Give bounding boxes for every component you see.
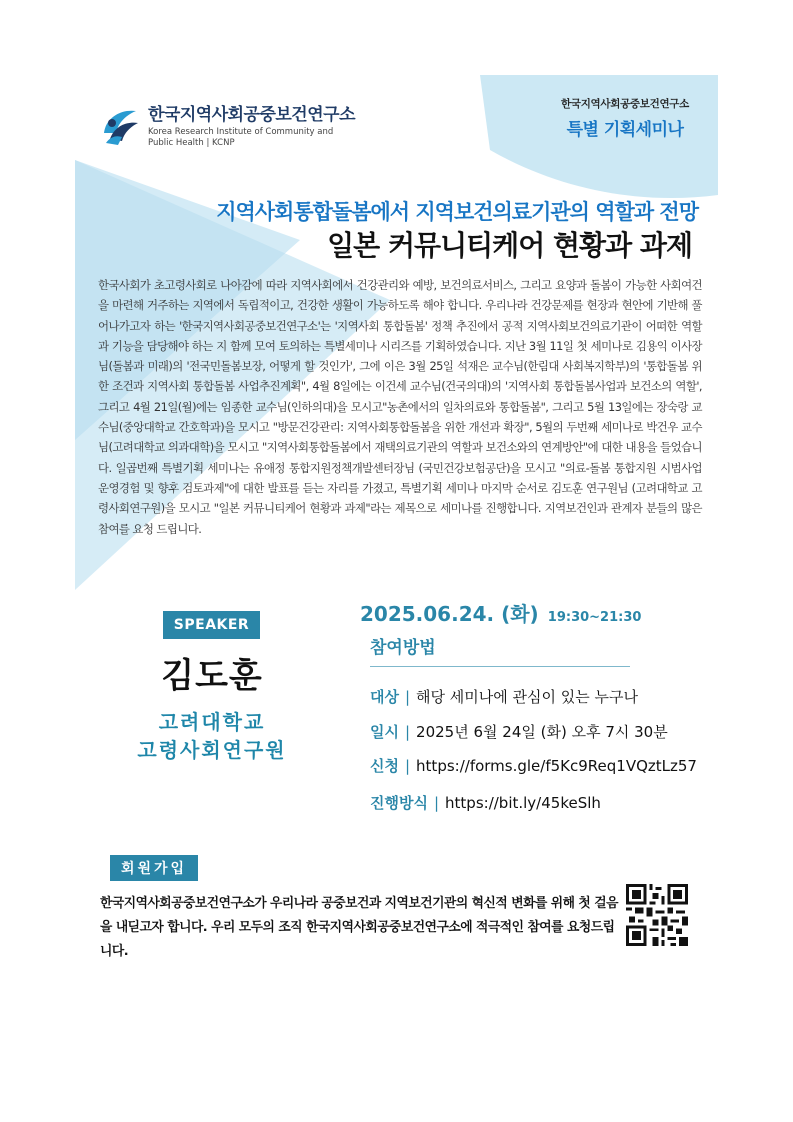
organization-logo	[100, 100, 355, 149]
badge-title: 특별 기획세미나	[566, 120, 684, 140]
participation-divider	[370, 666, 630, 667]
info-separator: |	[433, 794, 440, 812]
seminar-badge	[545, 96, 705, 140]
info-row-method	[370, 792, 601, 813]
badge-organization: 한국지역사회공중보건연구소	[561, 98, 689, 110]
event-date-main: 2025.06.24. (화)	[360, 602, 539, 626]
participation-title: 참여방법	[370, 638, 436, 658]
method-link[interactable]: https://bit.ly/45keSlh	[445, 794, 601, 812]
logo-name-english	[148, 127, 355, 149]
speaker-affiliation-line1: 고려대학교	[158, 710, 266, 734]
membership-text: 한국지역사회공중보건연구소가 우리나라 공중보건과 지역보건기관의 혁신적 변화를 위해 첫 걸음을 내딛고자 합니다. 우리 모두의 조직 한국지역사회공중보건연구소에 적극적인 참여를 요청드립니다.	[100, 896, 618, 959]
intro-paragraph: 한국사회가 초고령사회로 나아감에 따라 지역사회에서 건강관리와 예방, 보건의료서비스, 그리고 요양과 돌봄이 가능한 사회여건을 마련해 거주하는 지역에서 독립적이고, 건강한 생활이 가능하도록 해야 합니다. 우리나라 건강문제를 현장과 현안에 기반해 풀어나가고자 하는 '한국지역사회공중보건연구소'는 '지역사회 통합돌봄' 정책 추진에서 공적 지역사회보건의료기관이 어떠한 역할과 기능을 담당해야 하는 지 함께 모여 토의하는 특별세미나 시리즈를 기획하였습니다. 지난 3월 11일 첫 세미나로 김용익 이사장님(돌봄과 미래)의 '전국민돌봄보장, 어떻게 할 것인가', 그에 이은 3월 25일 석재은 교수님(한림대 사회복지학부)의 '통합돌봄 위한 조건과 지역사회 통합돌봄 사업추진계획", 4월 8일에는 이건세 교수님(건국의대)의 '지역사회 통합돌봄사업과 보건소의 역할', 그리고 4월 21일(월)에는 임종한 교수님(인하의대)을 모시고"농촌에서의 일차의료와 통합돌봄", 그리고 5월 13일에는 장숙랑 교수님(중앙대학교 간호학과)을 모시고 "방문건강관리: 지역사회통합돌봄을 위한 개선과 확장", 5월의 두번째 세미나로 박건우 교수님(고려대학교 의과대학)을 모시고 "지역사회통합돌봄에서 재택의료기관의 역할과 보건소와의 연계방안"에 대한 내용을 들었습니다. 일곱번째 특별기획 세미나는 유애정 통합지원정책개발센터장님 (국민건강보험공단)을 모시고 "의료-돌봄 통합지원 시범사업 운영경험 및 향후 검토과제"에 대한 발표를 듣는 자리를 가졌고, 특별기획 세미나 마지막 순서로 김도훈 연구원님 (고려대학교 고령사회연구원)을 모시고 "일본 커뮤니티케어 현황과 과제"라는 제목으로 세미나를 진행합니다. 지역보건인과 관계자 분들의 많은 참여를 요청 드립니다.	[98, 278, 702, 536]
info-separator: |	[404, 688, 411, 706]
logo-name-english-line1: Korea Research Institute of Community and	[148, 127, 334, 137]
info-label: 진행방식	[370, 794, 428, 812]
event-date	[360, 598, 641, 627]
apply-link[interactable]: https://forms.gle/f5Kc9Req1VQztLz57	[416, 757, 697, 775]
speaker-affiliation	[100, 708, 324, 764]
membership-tag: 회원가입	[110, 855, 198, 881]
info-label: 신청	[370, 757, 399, 775]
info-separator: |	[404, 757, 411, 775]
info-separator: |	[404, 723, 411, 741]
speaker-name: 김도훈	[161, 656, 263, 696]
page-subtitle: 지역사회통합돌봄에서 지역보건의료기관의 역할과 전망	[216, 200, 698, 224]
logo-name-english-line2: Public Health | KCNP	[148, 138, 235, 148]
event-time: 19:30~21:30	[547, 610, 642, 625]
info-row-apply	[370, 755, 697, 776]
info-label: 대상	[370, 688, 399, 706]
info-row-target	[370, 686, 638, 707]
info-row-datetime	[370, 721, 668, 742]
page-title: 일본 커뮤니티케어 현황과 과제	[327, 229, 692, 262]
speaker-tag: SPEAKER	[163, 611, 260, 639]
qr-code-icon[interactable]	[626, 884, 688, 946]
speaker-affiliation-line2: 고령사회연구원	[137, 738, 287, 762]
kcnp-logo-icon	[100, 103, 140, 147]
logo-name-korean: 한국지역사회공중보건연구소	[148, 105, 355, 125]
info-value: 해당 세미나에 관심이 있는 누구나	[416, 688, 638, 706]
info-value: 2025년 6월 24일 (화) 오후 7시 30분	[416, 723, 668, 741]
info-label: 일시	[370, 723, 399, 741]
